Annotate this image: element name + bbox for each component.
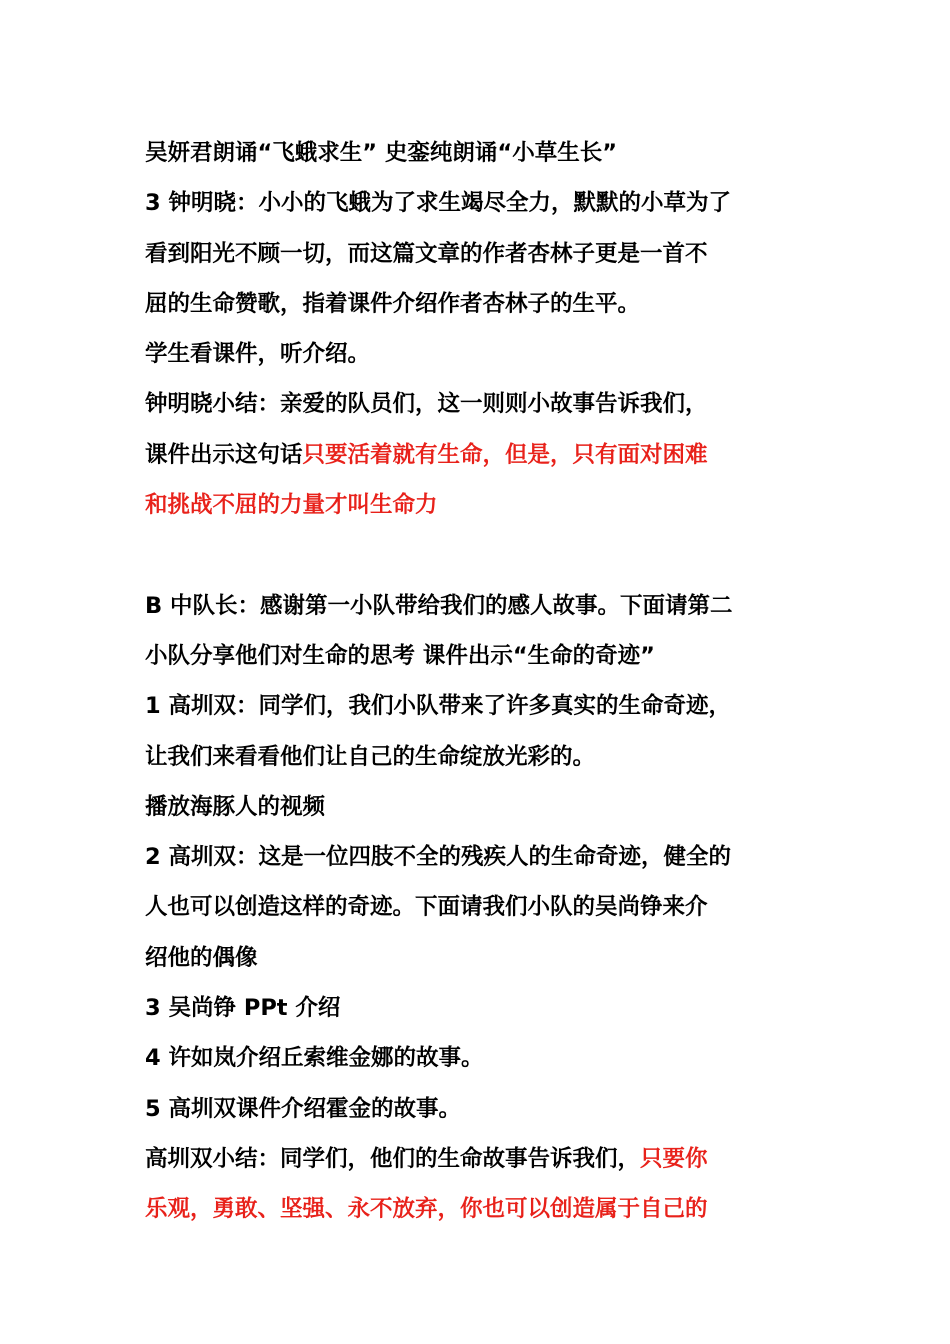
text-line bbox=[145, 1084, 815, 1134]
highlighted-text: 只要活着就有生命，但是，只有面对困难 bbox=[302, 441, 708, 468]
body-text: 5 高圳双课件介绍霍金的故事。 bbox=[145, 1095, 461, 1122]
body-text: 小队分享他们对生命的思考 课件出示“生命的奇迹” bbox=[145, 642, 655, 669]
text-line bbox=[145, 983, 815, 1033]
text-line bbox=[145, 782, 815, 832]
body-text: 看到阳光不顾一切，而这篇文章的作者杏林子更是一首不 bbox=[145, 240, 708, 267]
highlighted-text: 乐观，勇敢、坚强、永不放弃，你也可以创造属于自己的 bbox=[145, 1196, 708, 1223]
body-text: B 中队长：感谢第一小队带给我们的感人故事。下面请第二 bbox=[145, 592, 733, 619]
text-line bbox=[145, 631, 815, 681]
text-line bbox=[145, 1184, 815, 1234]
body-text: 3 钟明晓：小小的飞蛾为了求生竭尽全力，默默的小草为了 bbox=[145, 190, 731, 217]
body-text: 高圳双小结：同学们，他们的生命故事告诉我们， bbox=[145, 1145, 641, 1172]
text-line bbox=[145, 1134, 815, 1184]
body-text: 学生看课件，听介绍。 bbox=[145, 341, 371, 368]
body-text: 绍他的偶像 bbox=[145, 944, 258, 971]
text-line bbox=[145, 430, 815, 480]
text-line bbox=[145, 329, 815, 379]
text-line bbox=[145, 178, 815, 228]
blank-line bbox=[145, 530, 815, 580]
body-text: 课件出示这句话 bbox=[145, 441, 303, 468]
text-line bbox=[145, 882, 815, 932]
body-text: 吴妍君朗诵“飞蛾求生” 史銮纯朗诵“小草生长” bbox=[145, 140, 617, 166]
text-line bbox=[145, 279, 815, 329]
text-line bbox=[145, 379, 815, 429]
text-line bbox=[145, 681, 815, 731]
body-text: 1 高圳双：同学们，我们小队带来了许多真实的生命奇迹， bbox=[145, 693, 731, 720]
document-body bbox=[145, 128, 815, 1235]
text-line bbox=[145, 229, 815, 279]
highlighted-text: 只要你 bbox=[640, 1145, 708, 1172]
body-text: 屈的生命赞歌，指着课件介绍作者杏林子的生平。 bbox=[145, 290, 641, 317]
text-line bbox=[145, 1033, 815, 1083]
text-line bbox=[145, 832, 815, 882]
body-text: 钟明晓小结：亲爱的队员们，这一则则小故事告诉我们， bbox=[145, 391, 708, 418]
text-line bbox=[145, 581, 815, 631]
text-line bbox=[145, 480, 815, 530]
body-text: 3 吴尚铮 PPt 介绍 bbox=[145, 995, 341, 1022]
body-text: 让我们来看看他们让自己的生命绽放光彩的。 bbox=[145, 743, 596, 770]
text-line bbox=[145, 128, 815, 178]
text-line bbox=[145, 933, 815, 983]
text-line bbox=[145, 732, 815, 782]
highlighted-text: 和挑战不屈的力量才叫生命力 bbox=[145, 492, 438, 519]
body-text: 人也可以创造这样的奇迹。下面请我们小队的吴尚铮来介 bbox=[145, 894, 708, 921]
body-text: 播放海豚人的视频 bbox=[145, 793, 326, 820]
body-text: 4 许如岚介绍丘索维金娜的故事。 bbox=[145, 1045, 484, 1072]
body-text: 2 高圳双：这是一位四肢不全的残疾人的生命奇迹，健全的 bbox=[145, 844, 731, 871]
